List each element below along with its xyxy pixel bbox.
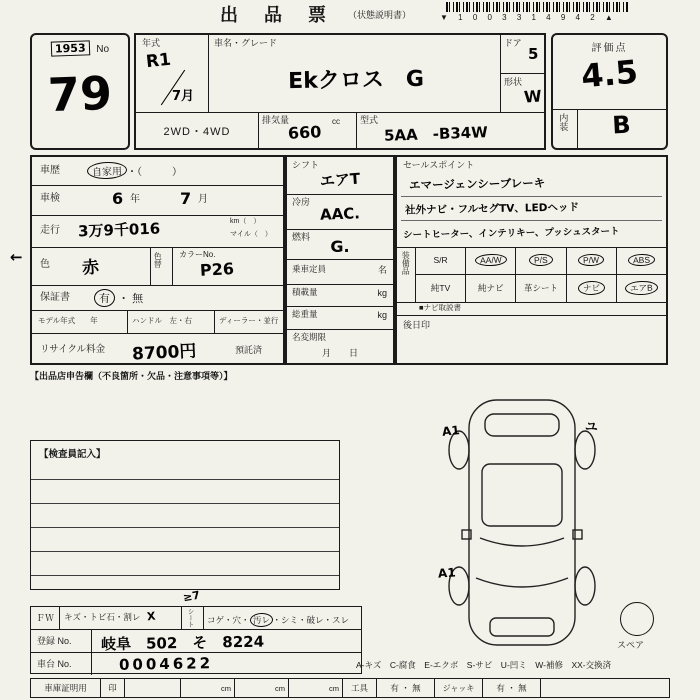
front-window-mark: X bbox=[146, 609, 157, 624]
recycle-fee-label: リサイクル料金 bbox=[40, 344, 106, 355]
divider bbox=[287, 259, 393, 260]
inspection-month-unit: 月 bbox=[198, 194, 208, 205]
warranty-no: 無 bbox=[132, 293, 144, 305]
equipment-cell bbox=[415, 275, 465, 303]
damage-code-annotation: ユ bbox=[584, 419, 599, 436]
equipment-item: P/S bbox=[529, 254, 553, 267]
divider bbox=[356, 112, 357, 150]
spare-tire-circle bbox=[620, 602, 654, 636]
equipment-item: AA/W bbox=[475, 254, 507, 267]
warranty-row bbox=[94, 289, 143, 307]
displacement-unit: cc bbox=[332, 117, 340, 126]
equipment-cell bbox=[465, 247, 515, 275]
inspection-month-value: 7 bbox=[180, 189, 192, 208]
form-subtitle: （状態説明書） bbox=[348, 10, 412, 20]
color-no-label: カラーNo. bbox=[179, 250, 216, 259]
inspection-year-value: 6 bbox=[112, 189, 124, 208]
capacity-unit: 名 bbox=[377, 265, 387, 275]
sales-point-line-1: エマージェンシーブレーキ bbox=[408, 175, 546, 193]
recycle-fee-suffix: 預託済 bbox=[235, 345, 263, 355]
rename-deadline-label: 名変期限 bbox=[292, 332, 327, 342]
jack-label: ジャッキ bbox=[435, 679, 483, 697]
divider bbox=[150, 247, 151, 285]
seat-options-pre: コゲ・穴・ bbox=[207, 615, 250, 625]
mileage-label: 走行 bbox=[40, 225, 60, 236]
seat-options bbox=[207, 613, 349, 627]
lot-number: 79 bbox=[47, 65, 113, 123]
ruled-line bbox=[31, 551, 339, 552]
equipment-item: 純TV bbox=[430, 283, 451, 294]
divider bbox=[127, 310, 128, 333]
equipment-item: S/R bbox=[433, 255, 448, 266]
strip-blank bbox=[541, 679, 669, 697]
divider bbox=[287, 229, 393, 230]
score-label: 評価点 bbox=[591, 43, 628, 54]
damage-registration-box bbox=[30, 606, 362, 674]
seat-handwritten-note: ≥7 bbox=[181, 588, 201, 605]
vehicle-table bbox=[134, 33, 546, 150]
form-title: 出 品 票 bbox=[220, 5, 330, 25]
equipment-label: 装備品 bbox=[401, 251, 411, 275]
cm-field: cm bbox=[181, 679, 235, 697]
equipment-cell bbox=[566, 247, 616, 275]
front-window-label: ＦＷ bbox=[36, 613, 55, 623]
divider bbox=[59, 607, 60, 629]
seat-option-circled: 汚レ bbox=[249, 613, 272, 628]
equipment-cell bbox=[616, 247, 666, 275]
car-name-label: 車名・グレード bbox=[214, 38, 278, 48]
divider bbox=[32, 215, 283, 216]
divider bbox=[287, 329, 393, 330]
details-middle-block bbox=[285, 155, 395, 365]
weight-label: 総重量 bbox=[292, 309, 318, 319]
recycle-fee-value: 8700円 bbox=[131, 341, 197, 365]
weight-unit: kg bbox=[377, 310, 387, 320]
damage-code-annotation: A1 bbox=[437, 565, 457, 581]
displacement-value: 660 bbox=[287, 122, 322, 143]
color-change-label: 色替 bbox=[153, 252, 163, 268]
lot-stamp-row bbox=[32, 41, 128, 56]
divider bbox=[32, 285, 283, 286]
inspection-year-unit: 年 bbox=[130, 194, 140, 205]
rename-deadline-units: 月 日 bbox=[321, 348, 358, 358]
lot-no-label: No bbox=[96, 44, 110, 55]
interior-grade-value: B bbox=[611, 110, 632, 140]
equipment-item: P/W bbox=[578, 254, 604, 267]
equipment-grid bbox=[415, 247, 666, 302]
equipment-cell bbox=[465, 275, 515, 303]
equipment-cell bbox=[616, 275, 666, 303]
divider bbox=[31, 629, 361, 630]
year-label: 年式 bbox=[142, 38, 161, 48]
score-value: 4.5 bbox=[579, 52, 640, 96]
seat-label: シート bbox=[186, 608, 194, 628]
details-left-block bbox=[30, 155, 285, 365]
tools-options: 有 ・ 無 bbox=[377, 679, 435, 697]
equipment-item: 純ナビ bbox=[478, 283, 504, 294]
divider bbox=[32, 247, 283, 248]
displacement-label: 排気量 bbox=[262, 115, 290, 125]
equipment-item: ABS bbox=[628, 254, 655, 267]
damage-code-annotation: A1 bbox=[441, 423, 461, 439]
divider bbox=[287, 194, 393, 195]
car-name-value: Ekクロス G bbox=[287, 66, 425, 95]
divider bbox=[208, 35, 209, 112]
garage-certificate-label: 車庫証明用 bbox=[31, 679, 101, 697]
ac-value: AAC. bbox=[319, 204, 361, 224]
color-label: 色 bbox=[40, 259, 50, 270]
fuel-label: 燃料 bbox=[292, 232, 311, 242]
equipment-item: ナビ bbox=[577, 281, 604, 296]
lot-stamp: 1953 bbox=[51, 40, 90, 56]
history-label: 車歴 bbox=[40, 165, 60, 176]
shift-value: エアT bbox=[319, 169, 361, 191]
divider bbox=[172, 247, 173, 285]
fuel-value: G. bbox=[330, 237, 350, 256]
divider bbox=[181, 607, 182, 629]
history-value: 自家用 bbox=[87, 161, 128, 179]
dealer-label: ディーラー・並行 bbox=[219, 316, 279, 325]
warranty-yes: 有 bbox=[94, 289, 116, 308]
shape-label: 形状 bbox=[504, 77, 523, 87]
color-value: 赤 bbox=[81, 257, 100, 279]
seat-options-post: ・シミ・破レ・スレ bbox=[272, 615, 350, 625]
stamp-space bbox=[125, 679, 181, 697]
divider bbox=[32, 185, 283, 186]
barcode bbox=[446, 2, 628, 12]
mileage-value: 3万9千016 bbox=[77, 219, 161, 241]
shift-label: シフト bbox=[292, 160, 320, 170]
handwritten-arrow-annotation: ← bbox=[10, 248, 23, 266]
front-window-options: キズ・トビ石・割レ bbox=[64, 612, 141, 622]
model-year-label: モデル年式 年 bbox=[38, 316, 98, 325]
ac-label: 冷房 bbox=[292, 197, 311, 207]
spare-tire-label: スペア bbox=[617, 640, 645, 650]
divider bbox=[32, 333, 283, 334]
year-month-value: 7月 bbox=[172, 89, 195, 104]
warranty-label: 保証書 bbox=[40, 292, 70, 303]
year-value: R1 bbox=[145, 49, 172, 73]
history-row bbox=[87, 162, 182, 179]
drive-type: 2WD・4WD bbox=[163, 126, 231, 138]
barcode-digits: ▼ 1 0 0 3 3 1 4 9 4 2 ▲ bbox=[440, 13, 617, 22]
handle-label: ハンドル 左・右 bbox=[132, 316, 192, 325]
cm-field: cm bbox=[289, 679, 343, 697]
equipment-cell bbox=[566, 275, 616, 303]
capacity-label: 乗車定員 bbox=[292, 264, 327, 274]
divider bbox=[500, 73, 546, 74]
equipment-item: 革シート bbox=[523, 283, 558, 294]
divider bbox=[32, 310, 283, 311]
damage-legend: A-キズ C-腐食 E-エクボ S-サビ U-凹ミ W-補修 XX-交換済 bbox=[356, 660, 612, 670]
door-label: ドア bbox=[504, 38, 522, 48]
sales-point-line-2: 社外ナビ・フルセグTV、LEDヘッド bbox=[404, 201, 580, 217]
tools-label: 工具 bbox=[343, 679, 377, 697]
chassis-no-value: 0004622 bbox=[118, 654, 214, 674]
divider bbox=[287, 306, 393, 307]
score-box bbox=[551, 33, 668, 150]
equipment-cell bbox=[515, 275, 565, 303]
warranty-separator: ・ bbox=[118, 293, 130, 305]
model-code-label: 型式 bbox=[360, 115, 379, 125]
equipment-cell bbox=[515, 247, 565, 275]
mileage-unit-km: km（ ） bbox=[230, 218, 261, 225]
history-suffix: ・（ ） bbox=[127, 167, 182, 178]
seller-declaration-label: 【出品店申告欄（不良箇所・欠品・注意事項等）】 bbox=[30, 371, 233, 381]
shape-value: W bbox=[523, 86, 543, 107]
divider bbox=[214, 310, 215, 333]
bottom-strip bbox=[30, 678, 670, 698]
chassis-no-label: 車台 No. bbox=[37, 659, 72, 669]
divider bbox=[287, 284, 393, 285]
stamp-label: 印 bbox=[101, 679, 125, 697]
lot-box bbox=[30, 33, 130, 150]
registration-no-value: 岐阜 502 そ 8224 bbox=[100, 632, 265, 654]
inspector-notes-box bbox=[30, 440, 340, 590]
inspection-label: 車検 bbox=[40, 193, 60, 204]
nav-manual-note: ■ナビ取説書 bbox=[419, 303, 462, 312]
cm-field: cm bbox=[235, 679, 289, 697]
ruled-line bbox=[401, 220, 662, 221]
divider bbox=[91, 629, 92, 675]
divider bbox=[397, 315, 666, 316]
color-no-value: P26 bbox=[199, 259, 235, 280]
later-stamp-label: 後日印 bbox=[403, 320, 431, 330]
registration-no-label: 登録 No. bbox=[37, 636, 72, 646]
ruled-line bbox=[31, 527, 339, 528]
mileage-unit-mile: マイル（ ） bbox=[230, 231, 272, 238]
equipment-cell bbox=[415, 247, 465, 275]
inspector-notes-label: 【検査員記入】 bbox=[39, 449, 106, 460]
equipment-item: エアB bbox=[625, 281, 658, 296]
ruled-line bbox=[31, 479, 339, 480]
load-label: 積載量 bbox=[292, 287, 318, 297]
divider bbox=[258, 112, 259, 150]
load-unit: kg bbox=[377, 288, 387, 298]
model-code-value: 5AA -B34W bbox=[383, 123, 489, 145]
interior-label: 内装 bbox=[558, 113, 569, 131]
divider bbox=[203, 607, 204, 629]
ruled-line bbox=[401, 196, 662, 197]
divider bbox=[136, 112, 544, 113]
jack-options: 有 ・ 無 bbox=[483, 679, 541, 697]
sales-points-label: セールスポイント bbox=[403, 160, 475, 170]
door-value: 5 bbox=[528, 45, 539, 63]
ruled-line bbox=[31, 575, 339, 576]
details-right-block bbox=[395, 155, 668, 365]
sales-point-line-3: シートヒーター、インテリキー、プッシュスタート bbox=[402, 226, 620, 241]
ruled-line bbox=[31, 503, 339, 504]
